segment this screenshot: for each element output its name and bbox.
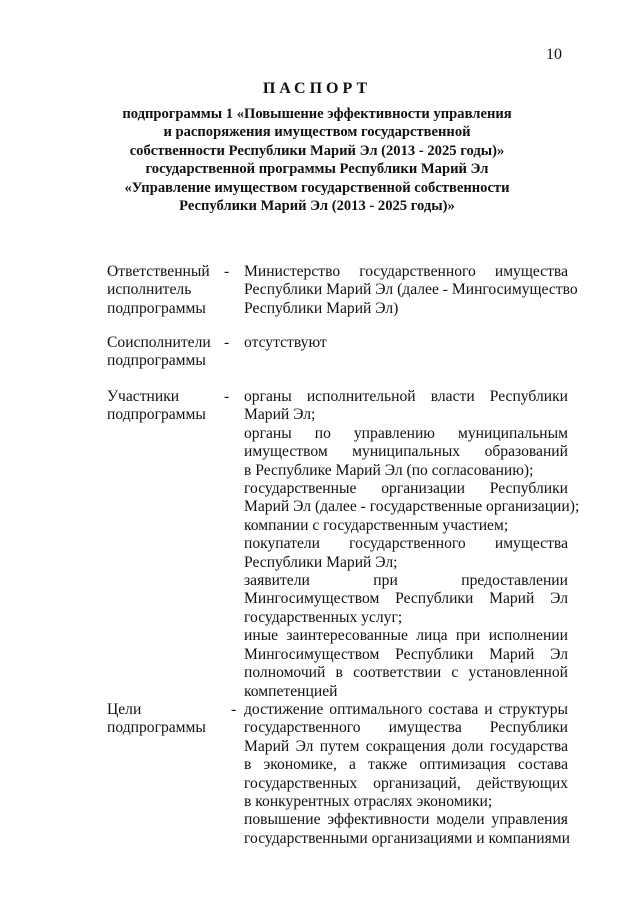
subtitle-line: и распоряжения имуществом государственной xyxy=(163,124,471,141)
row-value-line: государственными организациями и компаниями xyxy=(244,829,570,847)
row-value-line: Республики Марий Эл; xyxy=(244,553,398,571)
page-number: 10 xyxy=(546,46,562,63)
row-value xyxy=(244,334,568,352)
row-dash: - xyxy=(224,388,230,405)
row-label xyxy=(107,263,222,318)
subtitle-line: Республики Марий Эл (2013 - 2025 годы)» xyxy=(179,198,455,215)
row-value-line: Мингосимуществом Республики Марий Эл xyxy=(244,590,568,608)
row-label-line: подпрограммы xyxy=(107,719,206,737)
row-value-line: повышение эффективности модели управления xyxy=(244,811,568,829)
row-value-line: государственного имущества Республики xyxy=(244,719,568,737)
row-value-line: органы по управлению муниципальным xyxy=(244,424,568,442)
row-label xyxy=(107,334,222,371)
row-value-line: Марий Эл; xyxy=(244,406,316,424)
subtitle-line: подпрограммы 1 «Повышение эффективности управления xyxy=(122,106,512,122)
document-title: ПАСПОРТ xyxy=(262,80,372,97)
row-value-line: компетенцией xyxy=(244,682,338,700)
subtitle-line: «Управление имуществом государственной собственности xyxy=(124,179,510,196)
row-value-line: Марий Эл путем сокращения доли государства xyxy=(244,737,568,755)
row-value-line: имуществом муниципальных образований xyxy=(244,443,568,461)
document-subtitle xyxy=(100,105,534,215)
row-value-line: государственных услуг; xyxy=(244,608,403,626)
row-value-line: Марий Эл (далее - государственные организации); xyxy=(244,498,580,516)
row-dash: - xyxy=(231,701,237,718)
subtitle-line: государственной программы Республики Марий Эл xyxy=(145,161,489,178)
row-value-line: Мингосимуществом Республики Марий Эл xyxy=(244,645,568,663)
row-label-line: подпрограммы xyxy=(107,406,206,424)
row-label-line: Соисполнители xyxy=(107,334,211,351)
row-value xyxy=(244,701,568,848)
row-value-line: Республики Марий Эл (далее - Мингосимущество xyxy=(244,281,578,299)
row-value-line: полномочий в соответствии с установленной xyxy=(244,664,568,682)
row-value-line: в экономике, а также оптимизация состава xyxy=(244,756,568,774)
row-value-line: государственных организаций, действующих xyxy=(244,774,568,792)
row-value-line: компании с государственным участием; xyxy=(244,516,509,534)
row-value-line: в Республике Марий Эл (по согласованию); xyxy=(244,461,534,479)
row-value xyxy=(244,263,578,318)
row-value-line: органы исполнительной власти Республики xyxy=(244,388,568,405)
row-label-line: исполнитель xyxy=(107,281,192,299)
row-value-line: покупатели государственного имущества xyxy=(244,535,568,553)
row-value-line: государственные организации Республики xyxy=(244,480,568,498)
row-label xyxy=(107,388,222,425)
row-value-line: заявители при предоставлении xyxy=(244,572,568,590)
row-dash: - xyxy=(224,334,230,351)
row-label-line: Ответственный xyxy=(107,263,210,280)
row-value-line: Республики Марий Эл) xyxy=(244,299,399,317)
row-label-line: Участники xyxy=(107,388,180,405)
row-label-line: Цели xyxy=(107,701,142,718)
subtitle-line: собственности Республики Марий Эл (2013 - 2025 годы)» xyxy=(129,142,505,159)
row-value-line: в конкурентных отраслях экономики; xyxy=(244,793,493,811)
row-label-line: подпрограммы xyxy=(107,352,206,370)
row-value-line: отсутствуют xyxy=(244,334,327,351)
row-value xyxy=(244,388,580,701)
row-value-line: достижение оптимального состава и структуры xyxy=(244,701,568,718)
row-value-line: Министерство государственного имущества xyxy=(244,263,568,280)
row-dash: - xyxy=(224,263,230,280)
row-label xyxy=(107,701,222,738)
row-value-line: иные заинтересованные лица при исполнении xyxy=(244,627,568,645)
row-label-line: подпрограммы xyxy=(107,299,206,317)
